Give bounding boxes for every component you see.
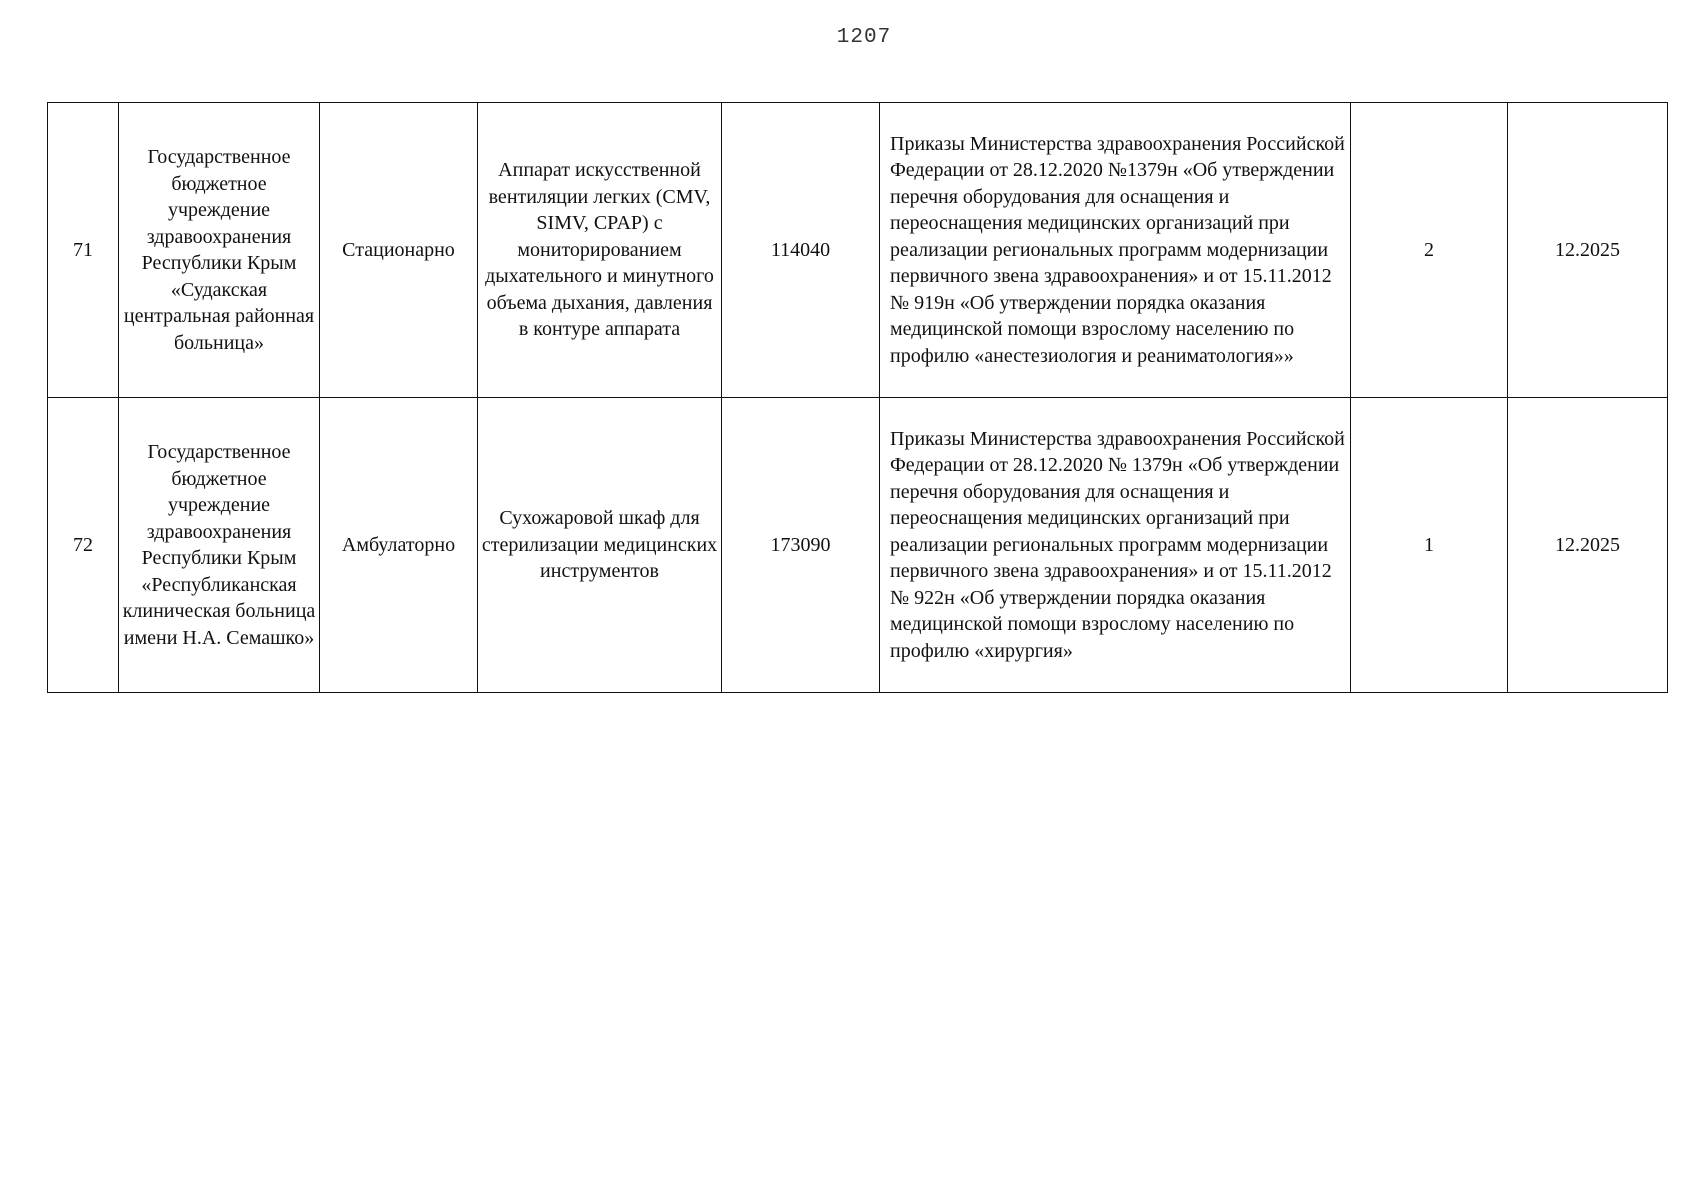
legal-basis-cell: Приказы Министерства здравоохранения Российской Федерации от 28.12.2020 № 1379н «Об утверждении перечня оборудования для оснащения и переоснащения медицинских организаций при реализации региональных программ модернизации первичного звена здравоохранения» и от 15.11.2012 № 922н «Об утверждении порядка оказания медицинской помощи взрослому населению по профилю «хирургия» [880, 398, 1351, 693]
table-row [48, 103, 1668, 398]
equipment-code-cell: 173090 [722, 398, 880, 693]
legal-basis-cell: Приказы Министерства здравоохранения Российской Федерации от 28.12.2020 №1379н «Об утверждении перечня оборудования для оснащения и переоснащения медицинских организаций при реализации региональных программ модернизации первичного звена здравоохранения» и от 15.11.2012 № 919н «Об утверждении порядка оказания медицинской помощи взрослому населению по профилю «анестезиология и реаниматология»» [880, 103, 1351, 398]
date-cell: 12.2025 [1508, 398, 1668, 693]
quantity-cell: 1 [1351, 398, 1508, 693]
page-number: 1207 [836, 26, 892, 49]
table-row [48, 398, 1668, 693]
care-type-cell: Стационарно [320, 103, 478, 398]
quantity-cell: 2 [1351, 103, 1508, 398]
row-number-cell: 71 [48, 103, 119, 398]
institution-cell: Государственное бюджетное учреждение здравоохранения Республики Крым «Республиканская клиническая больница имени Н.А. Семашко» [119, 398, 320, 693]
row-number-cell: 72 [48, 398, 119, 693]
date-cell: 12.2025 [1508, 103, 1668, 398]
equipment-cell: Сухожаровой шкаф для стерилизации медицинских инструментов [478, 398, 722, 693]
equipment-cell: Аппарат искусственной вентиляции легких (CMV, SIMV, CPAP) с мониторированием дыхательного и минутного объема дыхания, давления в контуре аппарата [478, 103, 722, 398]
institution-cell: Государственное бюджетное учреждение здравоохранения Республики Крым «Судакская центральная районная больница» [119, 103, 320, 398]
equipment-table [47, 102, 1668, 693]
care-type-cell: Амбулаторно [320, 398, 478, 693]
equipment-code-cell: 114040 [722, 103, 880, 398]
